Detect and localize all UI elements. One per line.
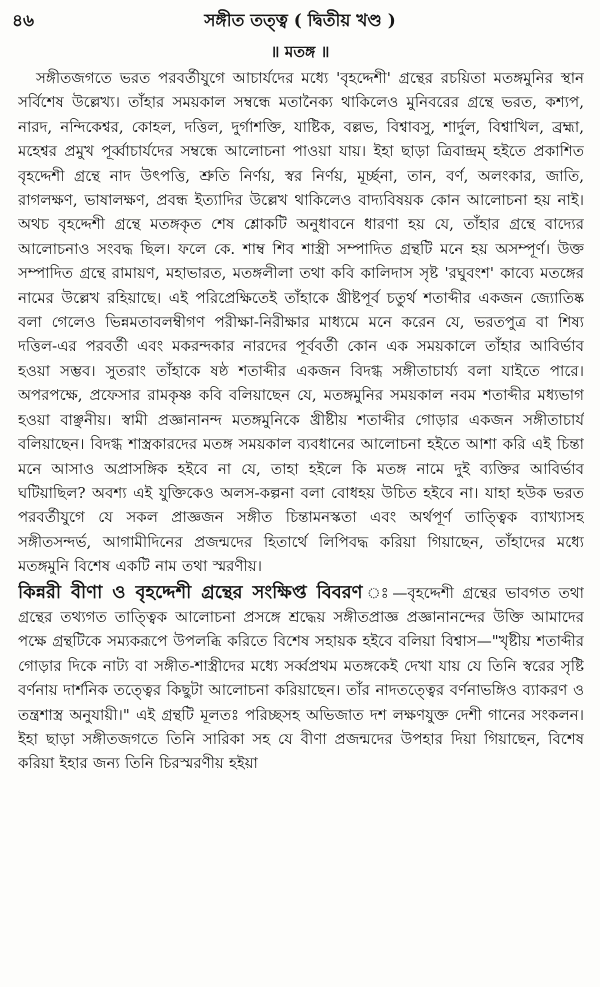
page-number: ৪৬ [12,11,35,31]
paragraph-matanga: সঙ্গীতজগতে ভরত পরবর্তীযুগে আচার্যদের মধ্যে 'বৃহদ্দেশী' গ্রন্থের রচয়িতা মতঙ্গমুনির স্থান সর্বিশেষ উল্লেখ্য। তাঁহার সময়কাল সম্বন্ধে মতানৈক্য থাকিলেও মুনিবরের গ্রন্থে ভরত, কশ্যপ, নারদ, নন্দিকেশ্বর, কোহল, দত্তিল, দুর্গাশক্তি, যাষ্টিক, বল্লভ, বিশ্বাবসু, শার্দুল, বিশ্বাখিল, ব্রহ্মা, মহেশ্বর প্রমুখ পূর্ব্বাচার্যদের সম্বন্ধে আলোচনা পাওয়া যায়। ইহা ছাড়া ত্রিবান্দ্রম্ হইতে প্রকাশিত বৃহদ্দেশী গ্রন্থে নাদ উৎপত্তি, শ্রুতি নির্ণয়, স্বর নির্ণয়, মূর্চ্ছনা, তান, বর্ণ, অলংকার, জাতি, রাগলক্ষণ, ভাষালক্ষণ, প্রবন্ধ ইত্যাদির উল্লেখ থাকিলেও বাদ্যবিষয়ক কোন আলোচনা হয় নাই। অথচ বৃহদ্দেশী গ্রন্থে মতঙ্গকৃত শেষ শ্লোকটি অনুধাবনে ধারণা হয় যে, তাঁহার গ্রন্থে বাদ্যের আলোচনাও সংবদ্ধ ছিল। ফলে কে. শাম্ব শিব শাস্ত্রী সম্পাদিত গ্রন্থটি মনে হয় অসম্পূর্ণ। উক্ত সম্পাদিত গ্রন্থে রামায়ণ, মহাভারত, মতঙ্গলীলা তথা কবি কালিদাস সৃষ্ট 'রঘুবংশ' কাব্যে মতঙ্গের নামের উল্লেখ রহিয়াছে। এই পরিপ্রেক্ষিতেই তাঁহাকে খ্রীষ্টপূর্ব চতুর্থ শতাব্দীর একজন জ্যোতিষ্ক বলা গেলেও ভিন্নমতাবলম্বীগণ পরীক্ষা-নিরীক্ষার মাধ্যমে মনে করেন যে, ভরতপুত্র বা শিষ্য দত্তিল-এর পরবর্তী এবং মকরন্দকার নারদের পূর্ববর্তী কোন এক সময়কালে তাঁহার আবির্ভাব হওয়া সম্ভব। সুতরাং তাঁহাকে ষষ্ঠ শতাব্দীর একজন বিদগ্ধ সঙ্গীতাচার্য্য বলা যাইতে পারে। অপরপক্ষে, প্রফেসার রামকৃষ্ণ কবি বলিয়াছেন যে, মতঙ্গমুনির সময়কাল নবম শতাব্দীর মধ্যভাগ হওয়া বাঞ্ছনীয়। স্বামী প্রজ্ঞানানন্দ মতঙ্গমুনিকে খ্রীষ্টীয় শতাব্দীর গোড়ার একজন সঙ্গীতাচার্য বলিয়াছেন। বিদগ্ধ শাস্ত্রকারদের মতঙ্গ সময়কাল ব্যবধানের আলোচনা হইতে আশা করি এই চিন্তা মনে আসাও অপ্রাসঙ্গিক হইবে না যে, তাহা হইলে কি মতঙ্গ নামে দুই ব্যক্তির আবির্ভাব ঘটিয়াছিল? অবশ্য এই যুক্তিকেও অলস-কল্পনা বলা বোধহয় উচিত হইবে না। যাহা হউক ভরত পরবর্তীযুগে যে সকল প্রাজ্ঞজন সঙ্গীত চিন্তামনস্কতা এবং অর্থপূর্ণ তাত্ত্বিক ব্যাখ্যাসহ সঙ্গীতসন্দর্ভ, আগামীদিনের প্রজন্মদের হিতার্থে লিপিবদ্ধ করিয়া গিয়াছেন, তাঁহাদের মধ্যে মতঙ্গমুনি বিশেষ একটি নাম তথা স্মরণীয়। [18,69,584,576]
section-heading: ॥ মতঙ্গ ॥ [270,42,330,61]
body-text [18,66,584,981]
paragraph-kinnari-veena [18,581,584,776]
running-title: সঙ্গীত তত্ত্ব ( দ্বিতীয় খণ্ড ) [204,11,396,31]
page-header [10,6,590,36]
paragraph-body: ঃ—বৃহদ্দেশী গ্রন্থের ভাবগত তথা গ্রন্থের তথ্যগত তাত্ত্বিক আলোচনা প্রসঙ্গে শ্রদ্ধেয় সঙ্গীতপ্রাজ্ঞ প্রজ্ঞানানন্দের উক্তি আমাদের পক্ষে গ্রন্থটিকে সম্যকরূপে উপলব্ধি করিতে বিশেষ সহায়ক হইবে বলিয়া বিশ্বাস—"খৃষ্টীয় শতাব্দীর গোড়ার দিকে নাট্য বা সঙ্গীত-শাস্ত্রীদের মধ্যে সর্ব্বপ্রথম মতঙ্গকেই দেখা যায় যে তিনি স্বরের সৃষ্টি বর্ণনায় দার্শনিক তত্ত্বের কিছুটা আলোচনা করিয়াছেন। তাঁর নাদতত্ত্বের বর্ণনাভঙ্গিও ব্যাকরণ ও তন্ত্রশাস্ত্র অনুযায়ী।" এই গ্রন্থটি মূলতঃ পরিচ্ছসহ অভিজাত দশ লক্ষণযুক্ত দেশী গানের সংকলন। ইহা ছাড়া সঙ্গীতজগতে তিনি সারিকা সহ যে বীণা প্রজন্মদের উপহার দিয়া গিয়াছেন, বিশেষ করিয়া ইহার জন্য তিনি চিরস্মরণীয় হইয়া [18,583,584,773]
paragraph-heading: কিন্নরী বীণা ও বৃহদ্দেশী গ্রন্থের সংক্ষিপ্ত বিবরণ [18,581,363,603]
